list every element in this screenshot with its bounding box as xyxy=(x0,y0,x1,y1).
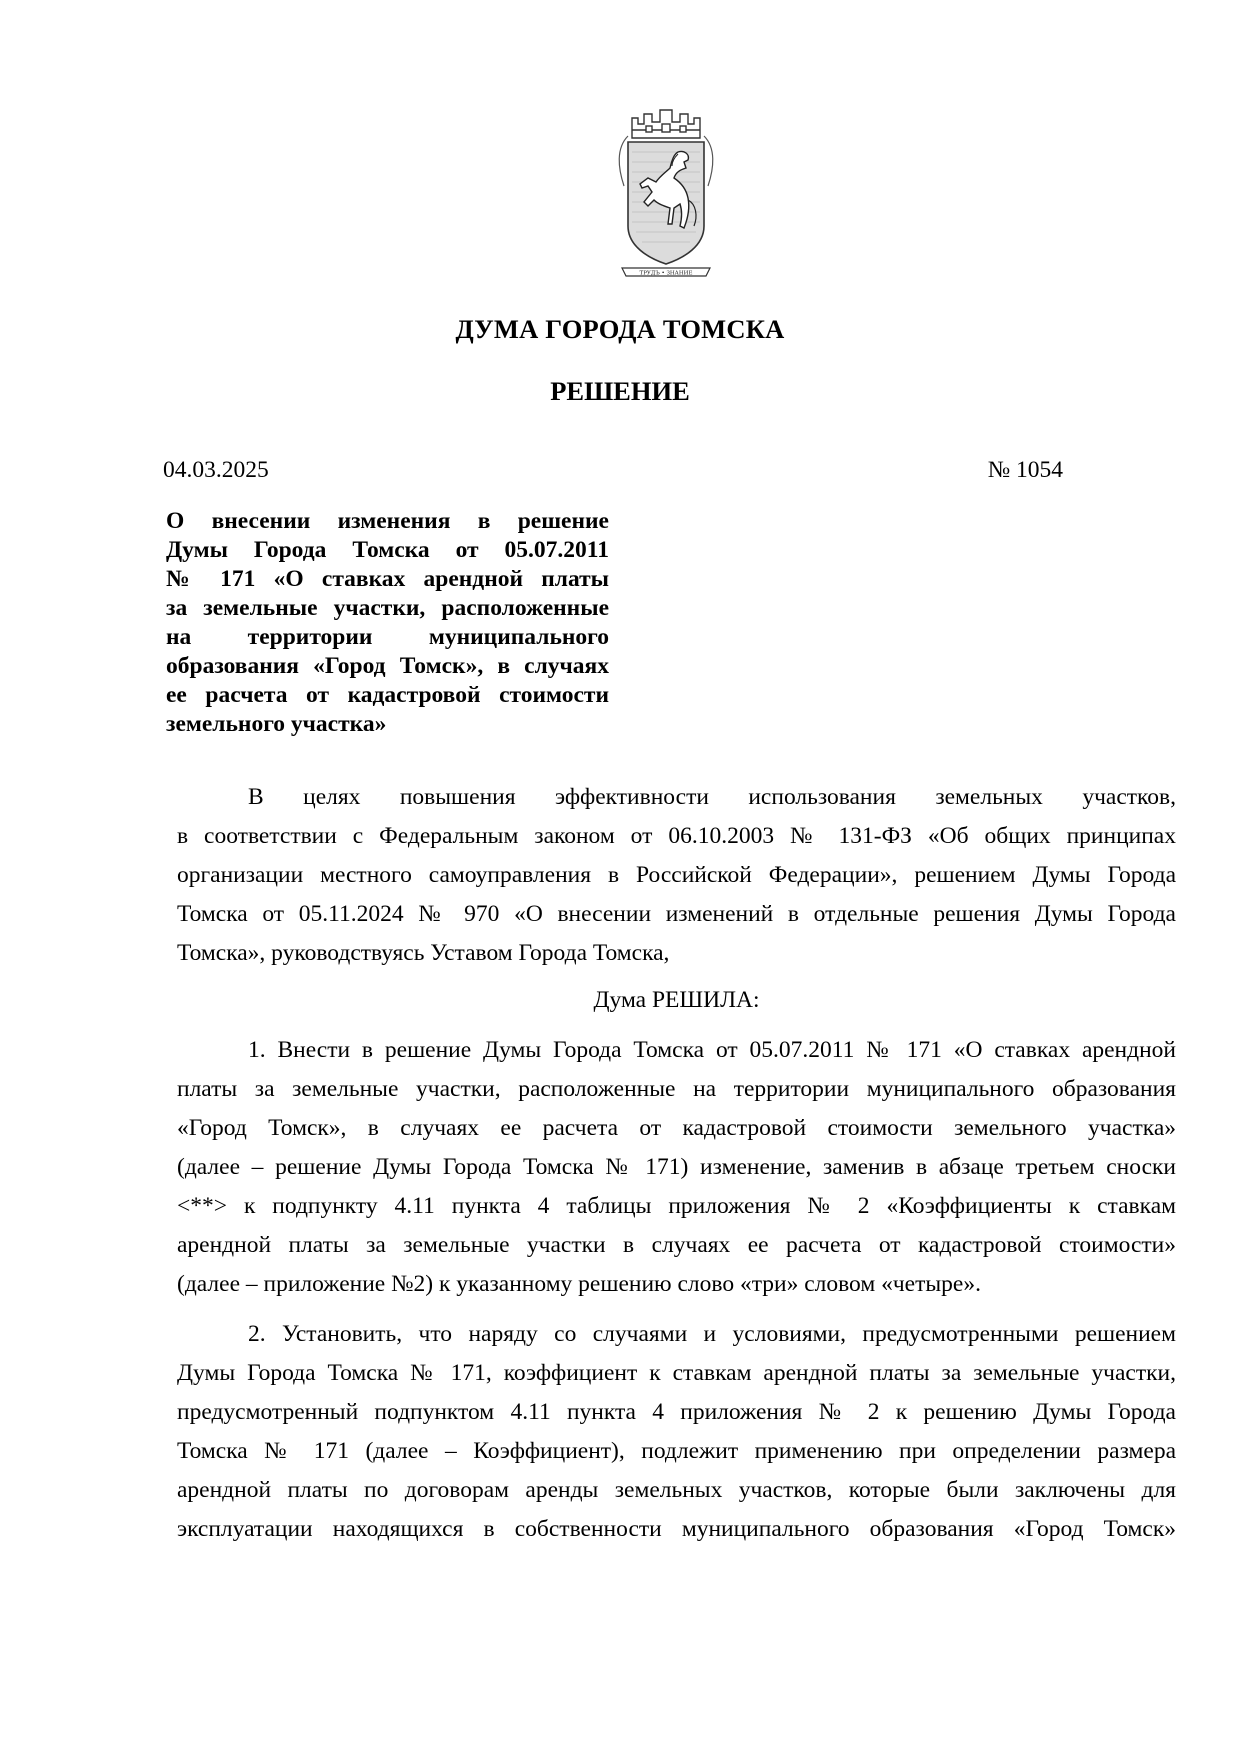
paragraph-line: <**> к подпункту 4.11 пункта 4 таблицы приложения № 2 «Коэффициенты к ставкам xyxy=(177,1193,1176,1219)
organization-title: ДУМА ГОРОДА ТОМСКА xyxy=(455,314,785,344)
paragraph-line: В целях повышения эффективности использования земельных участков, xyxy=(248,784,1176,810)
paragraph-line: Думы Города Томска № 171, коэффициент к ставкам арендной платы за земельные участки, xyxy=(177,1360,1176,1386)
paragraph-line: арендной платы по договорам аренды земельных участков, которые были заключены для xyxy=(177,1477,1176,1503)
paragraph-line: эксплуатации находящихся в собственности муниципального образования «Город Томск» xyxy=(177,1516,1176,1542)
paragraph-line: Томска», руководствуясь Уставом Города Томска, xyxy=(177,940,670,966)
document-subject xyxy=(166,507,609,739)
document-number: № 1054 xyxy=(987,457,1063,483)
item-1-paragraph xyxy=(177,1031,1176,1304)
subject-line: образования «Город Томск», в случаях xyxy=(166,653,609,679)
subject-line: за земельные участки, расположенные xyxy=(166,595,609,621)
paragraph-line: 2. Установить, что наряду со случаями и условиями, предусмотренными решением xyxy=(248,1321,1176,1347)
svg-text:ТРУДЪ • ЗНАНИЕ: ТРУДЪ • ЗНАНИЕ xyxy=(639,270,693,277)
subject-line: ее расчета от кадастровой стоимости xyxy=(166,682,609,708)
subject-line: земельного участка» xyxy=(166,711,387,737)
paragraph-line: предусмотренный подпунктом 4.11 пункта 4 приложения № 2 к решению Думы Города xyxy=(177,1399,1176,1425)
decision-heading: Дума РЕШИЛА: xyxy=(593,987,760,1013)
subject-line: на территории муниципального xyxy=(166,624,609,650)
item-2-paragraph xyxy=(177,1315,1176,1549)
tomsk-coat-of-arms-icon xyxy=(614,108,718,282)
paragraph-line: арендной платы за земельные участки в случаях ее расчета от кадастровой стоимости» xyxy=(177,1232,1176,1258)
paragraph-line: (далее – решение Думы Города Томска № 171) изменение, заменив в абзаце третьем сноски xyxy=(177,1154,1176,1180)
preamble-paragraph xyxy=(177,778,1176,973)
paragraph-line: платы за земельные участки, расположенные на территории муниципального образования xyxy=(177,1076,1176,1102)
paragraph-line: Томска № 171 (далее – Коэффициент), подлежит применению при определении размера xyxy=(177,1438,1176,1464)
paragraph-line: Томска от 05.11.2024 № 970 «О внесении изменений в отдельные решения Думы Города xyxy=(177,901,1176,927)
document-date: 04.03.2025 xyxy=(163,457,269,483)
paragraph-line: 1. Внести в решение Думы Города Томска от 05.07.2011 № 171 «О ставках арендной xyxy=(248,1037,1176,1063)
paragraph-line: в соответствии с Федеральным законом от 06.10.2003 № 131-ФЗ «Об общих принципах xyxy=(177,823,1176,849)
paragraph-line: (далее – приложение №2) к указанному решению слово «три» словом «четыре». xyxy=(177,1271,981,1297)
subject-line: Думы Города Томска от 05.07.2011 xyxy=(166,537,609,563)
subject-line: О внесении изменения в решение xyxy=(166,508,609,534)
document-type: РЕШЕНИЕ xyxy=(550,376,690,406)
paragraph-line: «Город Томск», в случаях ее расчета от кадастровой стоимости земельного участка» xyxy=(177,1115,1176,1141)
document-body xyxy=(177,778,1176,1549)
paragraph-line: организации местного самоуправления в Российской Федерации», решением Думы Города xyxy=(177,862,1176,888)
subject-line: № 171 «О ставках арендной платы xyxy=(166,566,609,592)
